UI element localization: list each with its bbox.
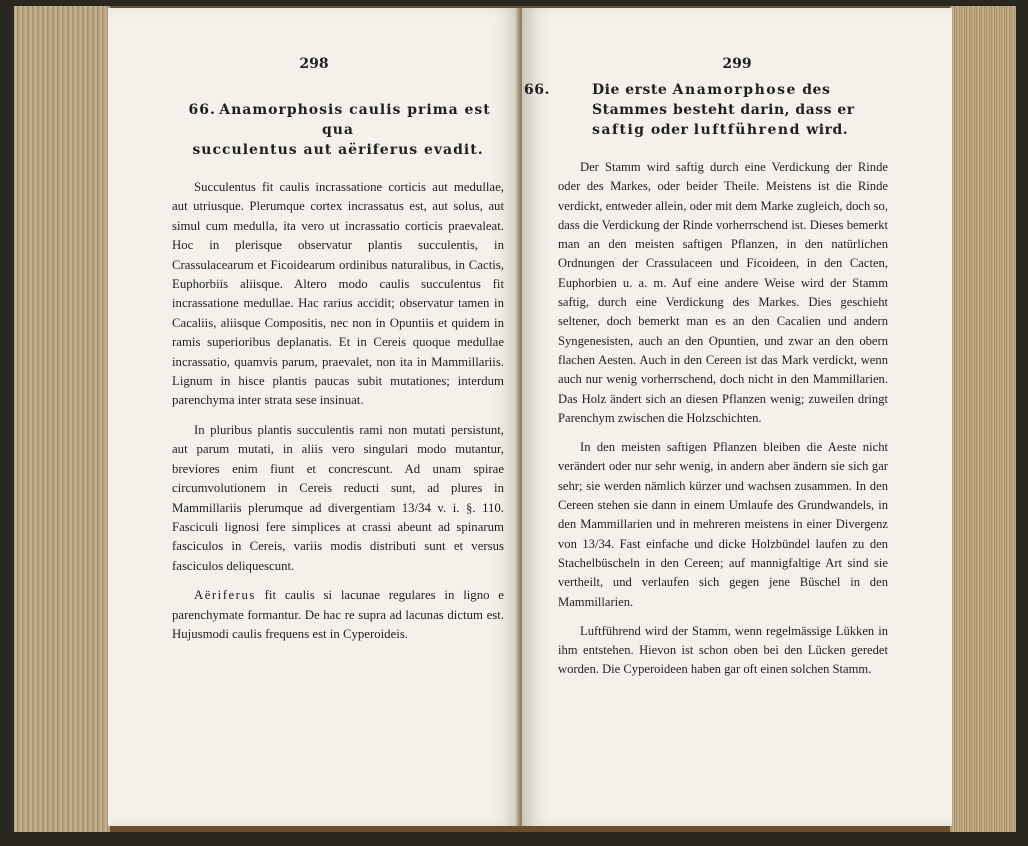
section-heading — [524, 80, 888, 140]
heading-emphasis: Anamorphose — [672, 82, 797, 98]
section-number: 66. — [524, 82, 550, 98]
right-page — [522, 8, 952, 826]
paragraph-1: Succulentus fit caulis incrassatione corticis aut medullae, aut utriusque. Plerumque cortex incrassatus est, aut solus, aut simul cum medulla, ita vero ut incrassatio corticis praevaleat. Hoc in plerisque observatur plantis succulentis, in Crassulacearum et Ficoidearum ordinibus naturalibus, in Cactis, Euphorbiis aliisque. Altero modo caulis succulentus fit incrassatione medullae. Hac rarius accidit; observatur tamen in Cacaliis, aliisque Compositis, nec non in Opuntiis et quidem in ramis superioribus deplanatis. Et in Cereis quoque medullae incrassatio, quamvis parum, praevalet, non ita in Mammillariis. Lignum in hisce plantis paucas subit mutationes; interdum parenchyma inter strata sese insinuat. — [172, 180, 504, 408]
heading-text: Die erste — [592, 82, 673, 98]
paragraph-2: In pluribus plantis succulentis rami non mutati persistunt, aut parum mutati, in aliis vero singulari modo mutantur, breviores enim fiunt et concrescunt. Ad unam spirae circumvolutionem in Cereis reducti sunt, ad plures in Mammillariis plerumque ad divergentiam 13/34 v. i. §. 110. Fasciculi lignosi fere simplices at crassi abeunt ad spinarum fasciculos in Cereis, variis modis distributi sunt et versus fasciculos deliquescunt. — [172, 422, 504, 573]
heading-line-2: succulentus aut aëriferus evadit. — [192, 142, 484, 158]
section-number: 66. — [188, 102, 216, 118]
left-page — [108, 8, 520, 826]
page-edges-left — [14, 6, 110, 832]
paragraph-2: In den meisten saftigen Pflanzen bleiben die Aeste nicht verändert oder nur sehr wenig, in andern aber ändern sie sich gar sehr; sie werden nämlich kürzer und wachsen zusammen. In den Cereen stehen sie dann in einem Umlaufe des Grundwandels, in den Mammillarien und in mehreren meistens in einer Divergenz von 13/34. Fast einfache und dicke Holzbündel laufen zu den Stachelbüscheln in den Cereen; auf mannigfaltige Art sind sie vertheilt, und verlaufen sich gegen jene Büschel in den Mammillarien. — [558, 440, 888, 609]
paragraph-1: Der Stamm wird saftig durch eine Verdickung der Rinde oder des Markes, oder beider Theile. Meistens ist die Rinde verdickt, entweder allein, oder mit dem Marke zugleich, doch so, dass die Verdickung der Rinde vorherrschend ist. Dieses bemerkt man an den meisten saftigen Pflanzen, in den natürlichen Ordnungen der Crassulaceen und Ficoideen, in den Cacten, Euphorbien u. a. m. Auf eine andere Weise wird der Stamm saftig, durch eine Verdickung des Markes. Dies geschieht seltener, doch bemerkt man es an den Cacalien und andern Syngenesisten, auch an den Opuntien, und zwar an den obern flachen Aesten. Auch in den Cereen ist das Mark verdickt, wenn auch nur wenig vorherrschend, doch nicht in den Mammillarien. Das Holz ändert sich an diesen Pflanzen wenig; zuweilen dringt Parenchym zwischen die Holzschichten. — [558, 160, 888, 425]
paragraph-3: Luftführend wird der Stamm, wenn regelmässige Lükken in ihm entstehen. Hievon ist schon oben bei den Lücken geredet worden. Die Cyperoideen haben gar oft einen solchen Stamm. — [558, 623, 888, 677]
emphasis-term: Aëriferus — [194, 588, 256, 603]
page-number: 299 — [722, 56, 752, 72]
heading-emphasis: saftig — [592, 122, 646, 138]
heading-emphasis: luftführend — [693, 122, 801, 138]
heading-text: wird. — [800, 122, 849, 138]
paragraph-3-text: fit caulis si lacunae regulares in ligno e parenchymate formantur. De hac re supra ad lacunas dictum est. Hujusmodi caulis frequens est in Cyperoideis. — [172, 588, 504, 641]
section-heading — [172, 100, 504, 160]
heading-text: oder — [645, 122, 694, 138]
heading-line-1: Anamorphosis caulis prima est qua — [219, 102, 491, 138]
page-edges-right — [950, 6, 1016, 832]
right-page-content — [524, 80, 888, 690]
left-page-content — [172, 100, 504, 654]
paragraph-3 — [172, 586, 504, 644]
heading-text: des Stammes besteht darin, dass er — [592, 82, 855, 118]
page-number: 298 — [299, 56, 329, 72]
